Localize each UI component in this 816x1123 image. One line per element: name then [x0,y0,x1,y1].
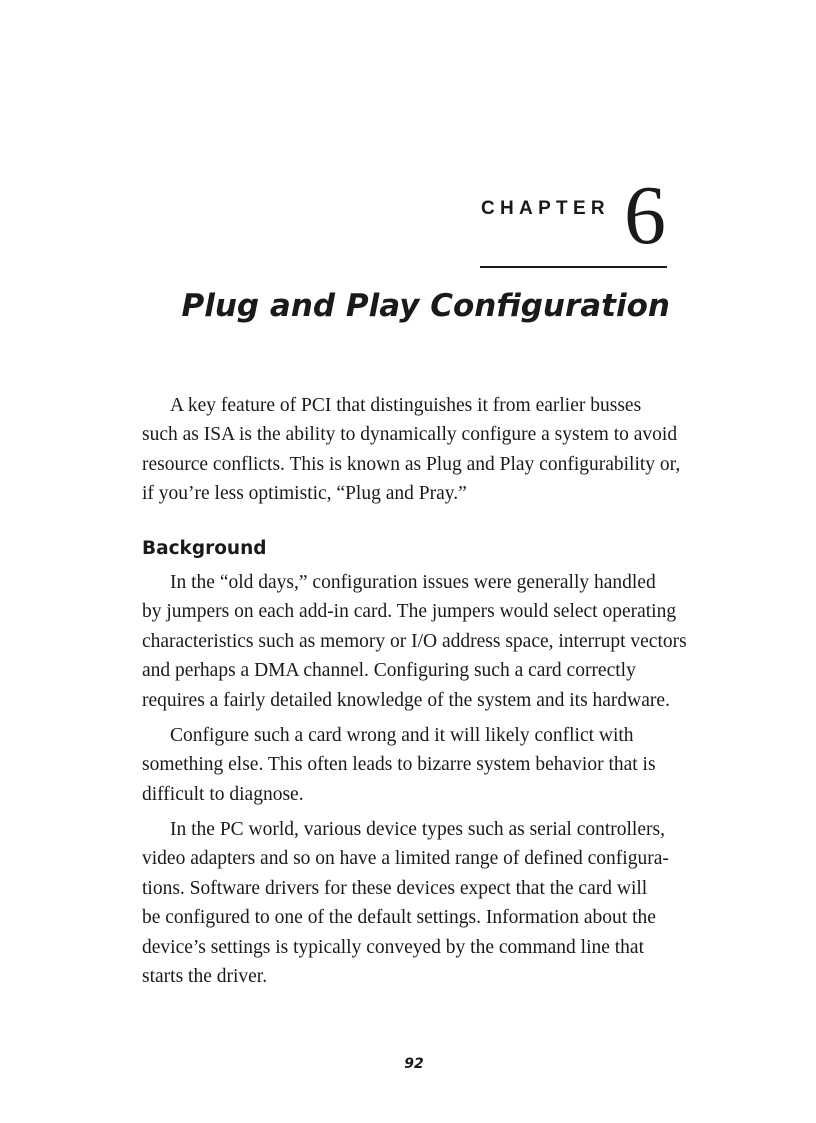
text-line: difficult to diagnose. [142,783,304,805]
background-paragraph-1 [142,568,702,715]
chapter-number: 6 [624,169,666,262]
chapter-header [470,169,667,270]
text-line: video adapters and so on have a limited range of defined configura- [142,848,669,870]
text-line: be configured to one of the default settings. Information about the [142,907,656,929]
text-line: Configure such a card wrong and it will likely conflict with [170,725,634,746]
chapter-label: CHAPTER [481,198,610,219]
background-paragraph-3 [142,815,702,991]
text-line: device’s settings is typically conveyed by the command line that [142,936,645,958]
text-line: such as ISA is the ability to dynamically configure a system to avoid [142,424,678,446]
text-line: something else. This often leads to bizarre system behavior that is [142,754,656,776]
text-line: if you’re less optimistic, “Plug and Pray.” [142,483,467,505]
text-line: and perhaps a DMA channel. Configuring such a card correctly [142,660,636,682]
section-heading-background: Background [142,538,267,559]
chapter-title: Plug and Play Configuration [181,288,670,324]
text-line: characteristics such as memory or I/O address space, interrupt vectors [142,630,687,652]
intro-paragraph [142,391,702,509]
text-line: A key feature of PCI that distinguishes it from earlier busses [170,395,642,416]
page-number: 92 [404,1056,424,1072]
text-line: resource conflicts. This is known as Plug and Play configurability or, [142,453,681,475]
text-line: by jumpers on each add-in card. The jumpers would select operating [142,601,677,623]
text-line: tions. Software drivers for these devices expect that the card will [142,877,648,899]
background-paragraph-2 [142,721,702,809]
text-line: In the “old days,” configuration issues were generally handled [170,572,656,593]
text-line: requires a fairly detailed knowledge of the system and its hardware. [142,689,670,711]
text-line: starts the driver. [142,966,268,988]
chapter-rule [480,266,667,268]
text-line: In the PC world, various device types such as serial controllers, [170,819,665,840]
